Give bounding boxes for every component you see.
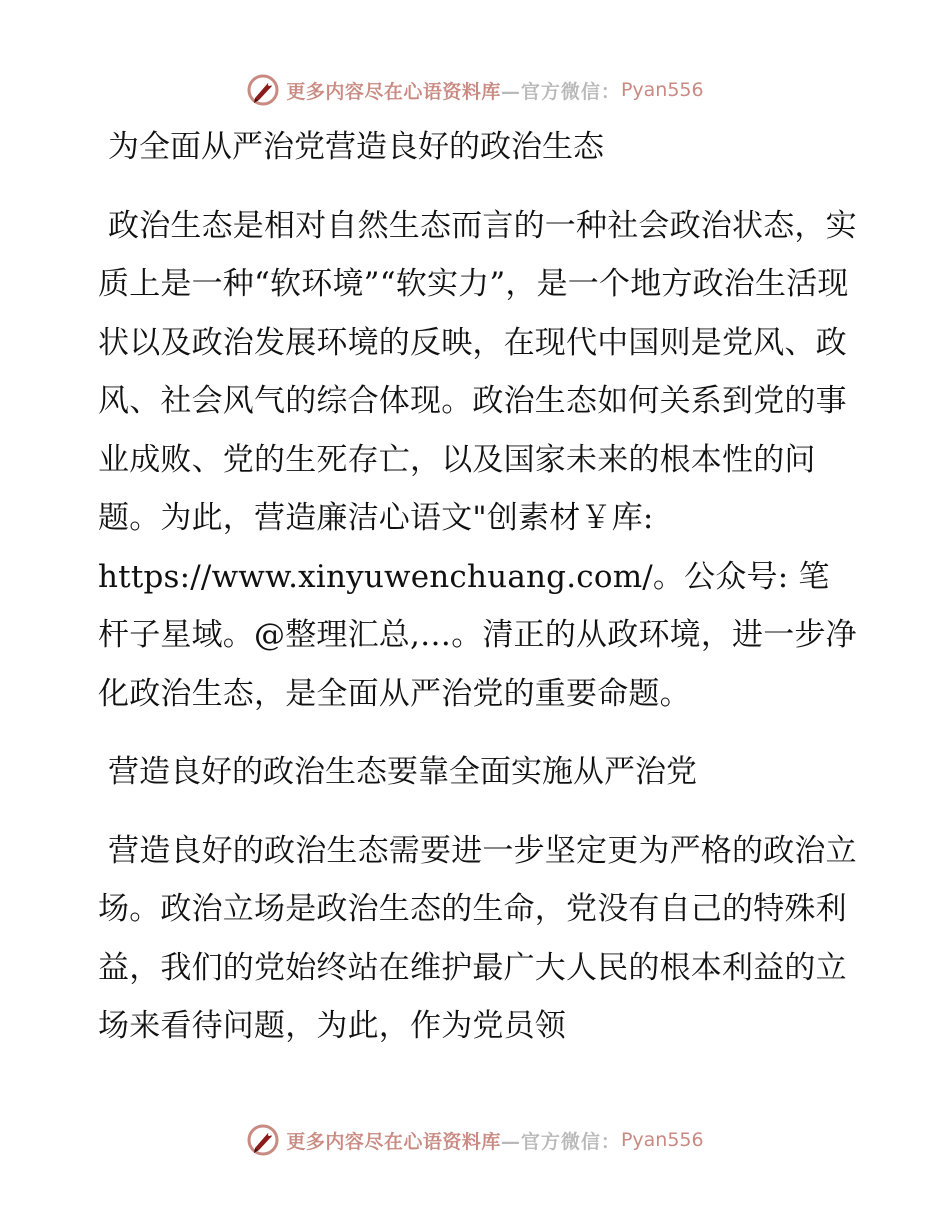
document-title: 为全面从严治党营造良好的政治生态 [108, 129, 604, 165]
banner-main-text: 更多内容尽在心语资料库 [286, 80, 501, 103]
paragraph-1: 政治生态是相对自然生态而言的一种社会政治状态，实质上是一种“软环境”“软实力”，是一个地方政治生活现状以及政治发展环境的反映，在现代中国则是党风、政风、社会风气的综合体现。政治生态如何关系到党的事业成败、党的生死存亡，以及国家未来的根本性的问题。为此，营造廉洁心语文"创素材￥库: https://www.xinyuwenchuang.com/。公众号: 笔杆子星域。@整理汇总,…。清正的从政环境，进一步净化政治生态，是全面从严治党的重要命题。 [98, 207, 857, 712]
footer-watermark-banner [0, 1120, 950, 1160]
pen-nib-logo-icon [246, 73, 280, 107]
banner-dash-text: —官方微信： [500, 80, 621, 103]
paragraph-2: 营造良好的政治生态需要进一步坚定更为严格的政治立场。政治立场是政治生态的生命，党没有自己的特殊利益，我们的党始终站在维护最广大人民的根本利益的立场来看待问题，为此，作为党员领 [98, 832, 857, 1044]
banner-wechat-id: Pyan556 [620, 79, 704, 101]
banner-dash-text: —官方微信： [500, 1130, 621, 1153]
banner-wechat-id: Pyan556 [620, 1129, 704, 1151]
banner-main-text: 更多内容尽在心语资料库 [286, 1130, 501, 1153]
section-heading: 营造良好的政治生态要靠全面实施从严治党 [108, 754, 697, 790]
document-body [98, 118, 858, 1056]
pen-nib-logo-icon [246, 1123, 280, 1157]
header-watermark-banner [0, 70, 950, 110]
